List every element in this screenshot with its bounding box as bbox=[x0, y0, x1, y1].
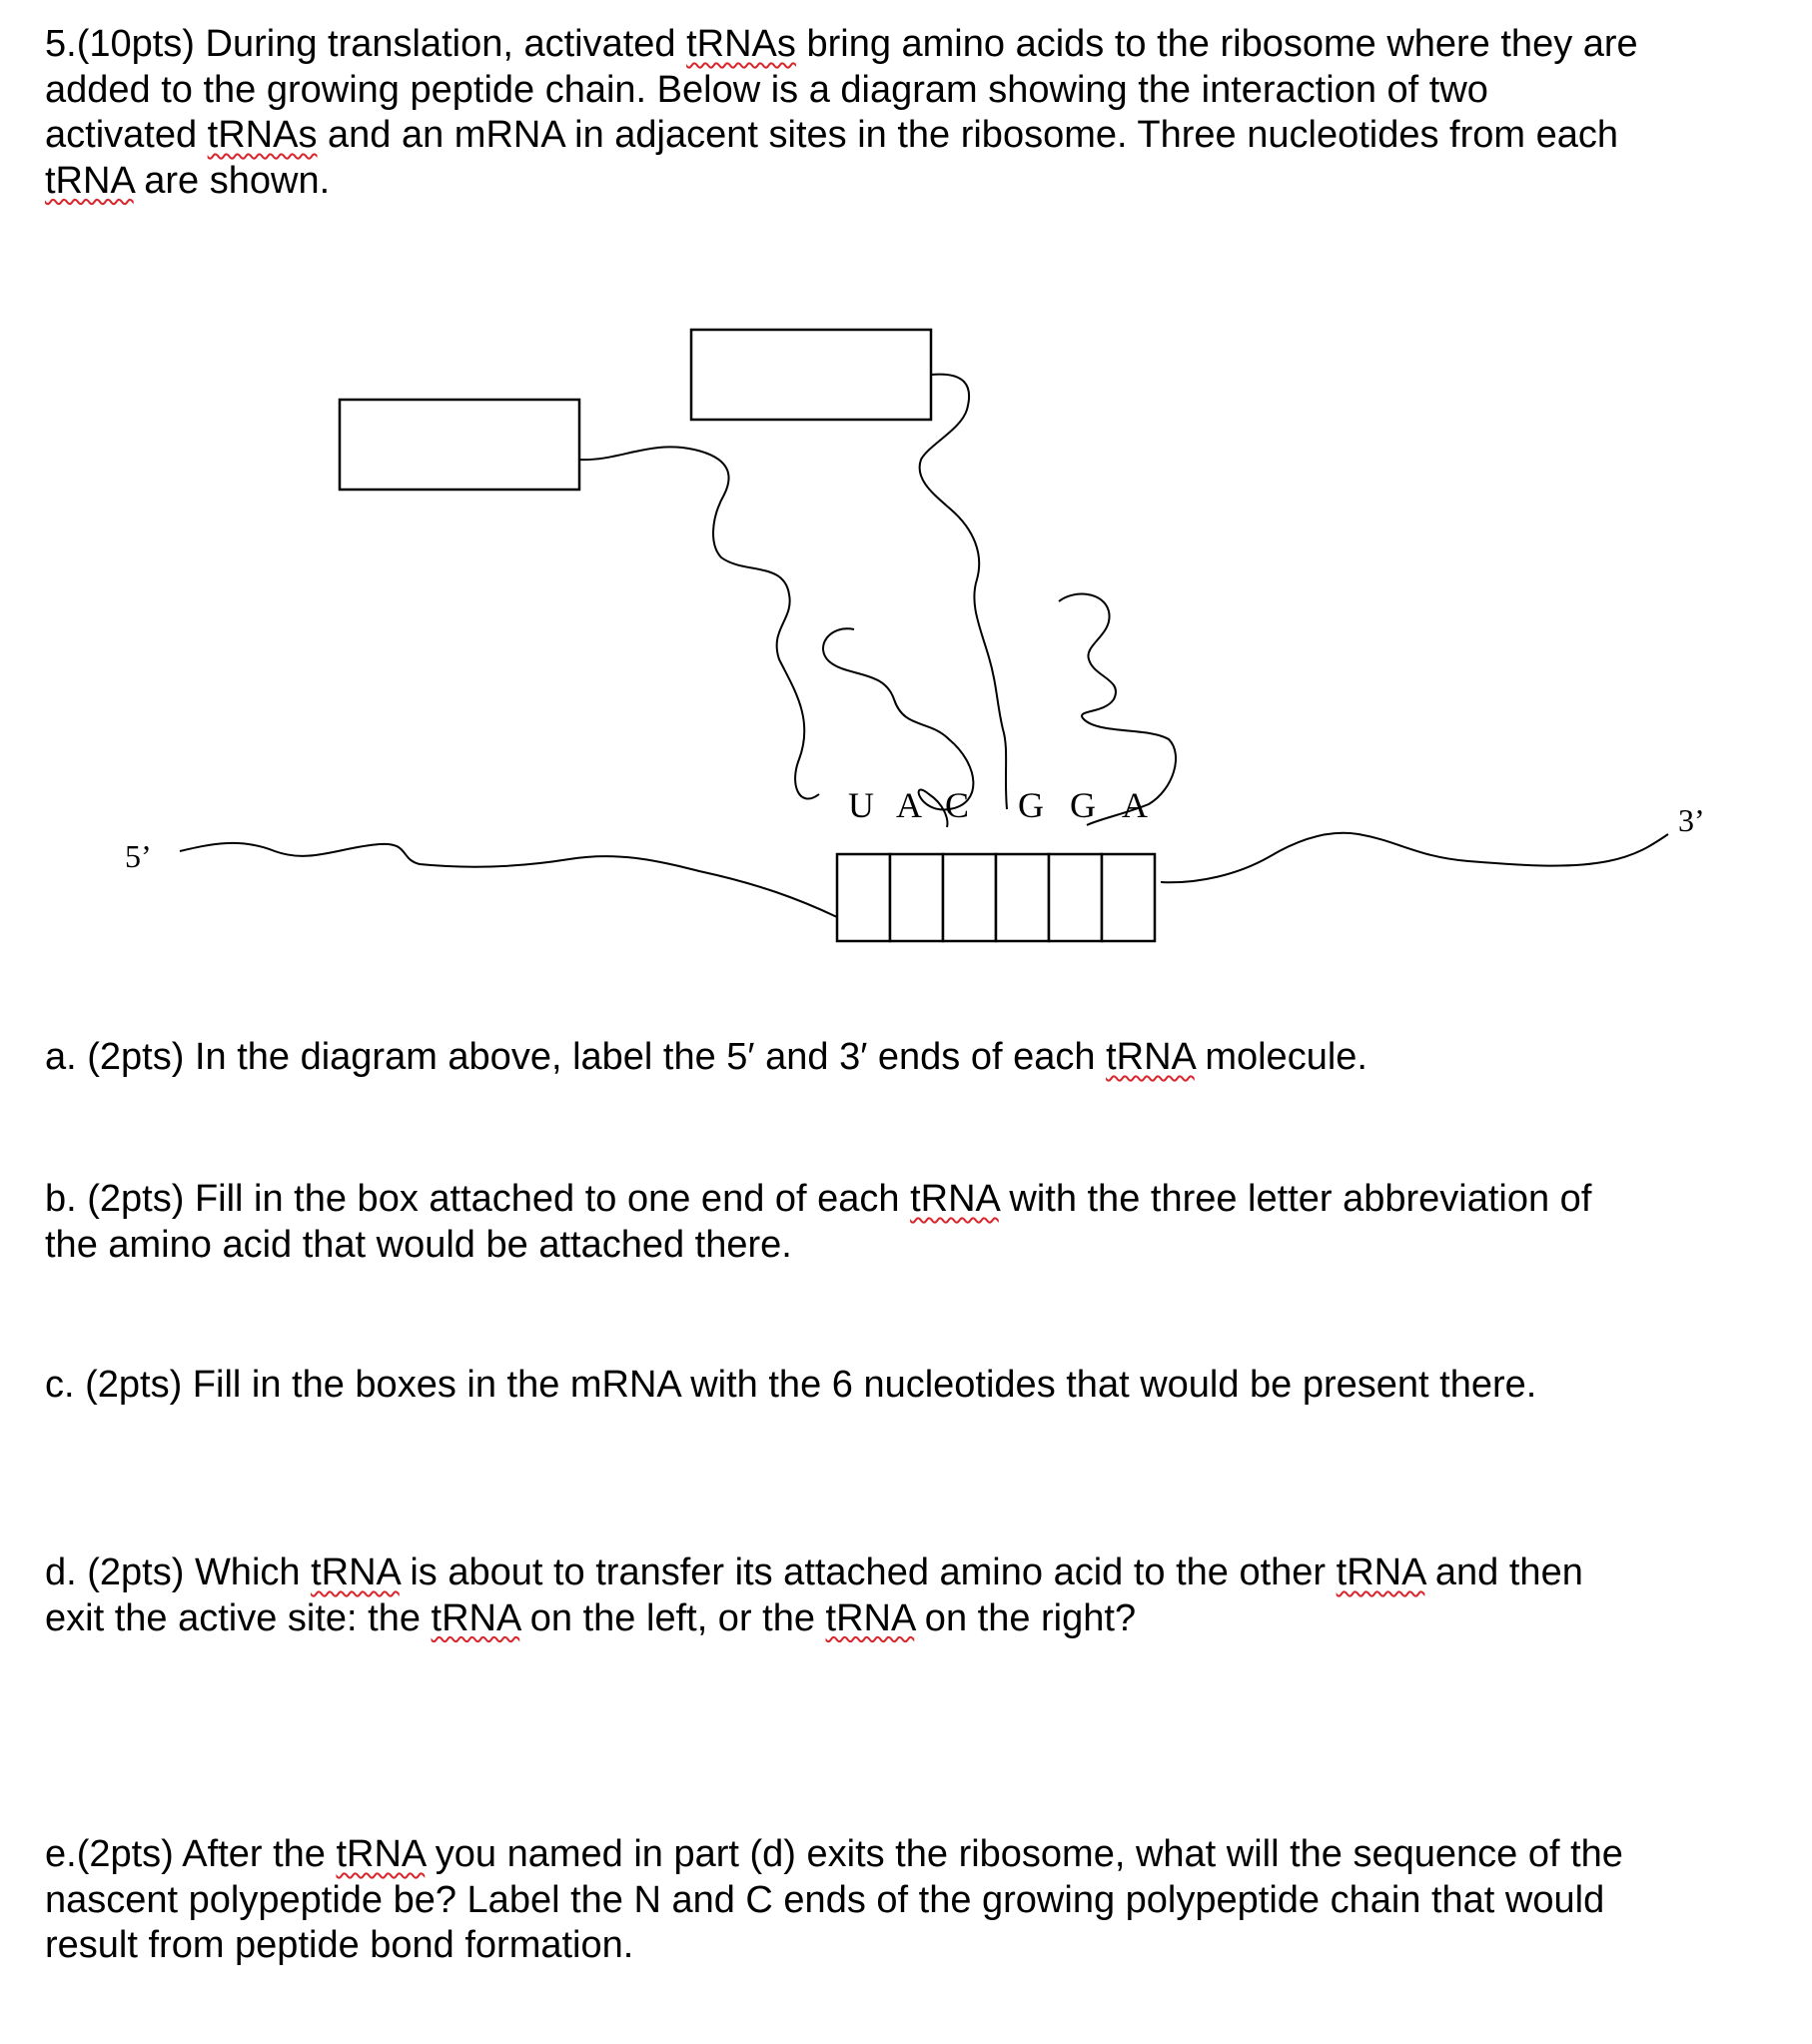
part-a-line: a. (2pts) In the diagram above, label the 5′ and 3′ ends of each tRNA molecule. bbox=[45, 1036, 1367, 1078]
trna-left-strand bbox=[579, 447, 819, 798]
mrna-strand-left bbox=[180, 843, 837, 917]
part-b-line: b. (2pts) Fill in the box attached to one end of each tRNA with the three letter abbreviation of bbox=[45, 1178, 1592, 1220]
amino-acid-box-left[interactable] bbox=[340, 400, 579, 490]
trna-right-strand bbox=[920, 375, 1007, 809]
codon-box[interactable] bbox=[1049, 854, 1102, 941]
codon-box[interactable] bbox=[890, 854, 943, 941]
part-d-line: d. (2pts) Which tRNA is about to transfer its attached amino acid to the other tRNA and then bbox=[45, 1551, 1583, 1593]
anticodon-left-2: A bbox=[896, 785, 922, 825]
part-b bbox=[45, 1177, 1773, 1268]
anticodon-right-1: G bbox=[1018, 785, 1044, 825]
part-a bbox=[45, 1035, 1773, 1081]
intro-line: tRNA are shown. bbox=[45, 159, 331, 202]
part-c-line: c. (2pts) Fill in the boxes in the mRNA with the 6 nucleotides that would be present there. bbox=[45, 1364, 1537, 1406]
part-d-line: exit the active site: the tRNA on the left, or the tRNA on the right? bbox=[45, 1596, 1137, 1639]
intro-line: added to the growing peptide chain. Below is a diagram showing the interaction of two bbox=[45, 68, 1488, 111]
part-d bbox=[45, 1550, 1773, 1641]
anticodon-left-3: C bbox=[944, 785, 970, 825]
part-e-line: nascent polypeptide be? Label the N and C ends of the growing polypeptide chain that would bbox=[45, 1878, 1605, 1921]
translation-diagram bbox=[0, 300, 1812, 979]
codon-box-group bbox=[837, 854, 1155, 941]
part-c bbox=[45, 1363, 1773, 1409]
mrna-5-prime-label: 5’ bbox=[125, 838, 152, 874]
mrna-strand-right bbox=[1161, 833, 1668, 883]
codon-box[interactable] bbox=[1102, 854, 1155, 941]
amino-acid-box-right[interactable] bbox=[691, 330, 931, 420]
part-e-line: e.(2pts) After the tRNA you named in part (d) exits the ribosome, what will the sequence of the bbox=[45, 1833, 1623, 1875]
codon-box[interactable] bbox=[943, 854, 996, 941]
codon-box[interactable] bbox=[837, 854, 890, 941]
intro-line: activated tRNAs and an mRNA in adjacent sites in the ribosome. Three nucleotides from each bbox=[45, 114, 1619, 156]
part-e-line: result from peptide bond formation. bbox=[45, 1924, 634, 1966]
anticodon-right-2: G bbox=[1070, 785, 1096, 825]
anticodon-right-3: A bbox=[1122, 785, 1148, 825]
part-e bbox=[45, 1832, 1773, 1969]
codon-box[interactable] bbox=[996, 854, 1049, 941]
part-b-line: the amino acid that would be attached there. bbox=[45, 1223, 792, 1266]
mrna-3-prime-label: 3’ bbox=[1678, 802, 1705, 838]
anticodon-left-1: U bbox=[848, 785, 874, 825]
question-intro bbox=[45, 22, 1773, 204]
intro-line: 5.(10pts) During translation, activated tRNAs bring amino acids to the ribosome where they are bbox=[45, 23, 1638, 65]
